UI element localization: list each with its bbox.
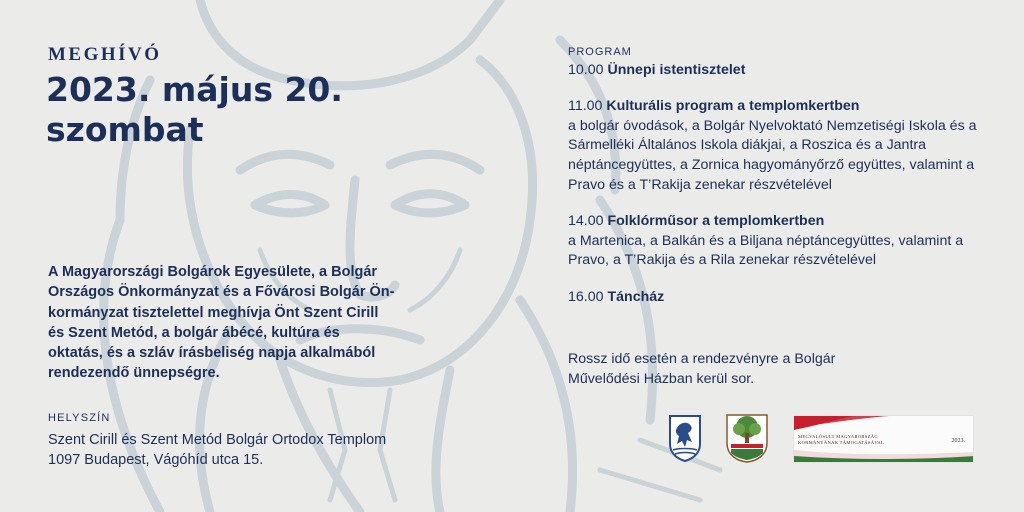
banner-text: MEGVALÓSULT MAGYARORSZÁG KORMÁNYÁNAK TÁMOGATÁSÁVAL (798, 434, 885, 445)
program-item (568, 97, 988, 196)
program-item (568, 61, 988, 81)
program-description: a Martenica, a Balkán és a Biljana néptáncegyüttes, valamint a Pravo, a T’Rakija és a Rila zenekar részvételével (568, 232, 964, 269)
program-time: 16.00 (568, 289, 604, 305)
program-time: 14.00 (568, 213, 604, 229)
venue-address: 1097 Budapest, Vágóhíd utca 15. (48, 452, 264, 468)
program-item (568, 288, 988, 308)
banner-year: 2023. (951, 438, 965, 444)
event-date: 2023. május 20. szombat (46, 70, 343, 149)
program-item (568, 212, 988, 271)
venue-label: HELYSZÍN (48, 412, 111, 424)
program-description: a bolgár óvodások, a Bolgár Nyelvoktató Nemzetiségi Iskola és a Sármelléki Általános Iskola diákjai, a Roszica és a Jantra néptáncegyüttes, a Zornica hagyományőrző együttes, valamint a Pravo és a T’Rakija zenekar részvételével (568, 117, 977, 193)
program-time: 10.00 (568, 62, 604, 78)
program-title: Folklórműsor a templomkertben (607, 213, 825, 229)
venue-name: Szent Cirill és Szent Metód Bolgár Ortodox Templom (48, 432, 387, 448)
invitation-text: A Magyarországi Bolgárok Egyesülete, a Bolgár Országos Önkormányzat és a Fővárosi Bolgár Ön-kormányzat tisztelettel meghívja Önt Szent Cirill és Szent Metód, a bolgár ábécé, kultúra és oktatás, és a szláv írásbeliség napja alkalmából rendezendő ünnepségre. (48, 264, 395, 382)
program-time: 11.00 (568, 98, 603, 114)
invitation-kicker: MEGHÍVÓ (48, 44, 162, 65)
program-title: Ünnepi istentisztelet (607, 62, 746, 78)
program-label: PROGRAM (568, 46, 632, 58)
tree-crest-icon (725, 413, 769, 463)
government-support-banner (793, 415, 974, 463)
program-title: Táncház (607, 289, 665, 305)
program-title: Kulturális program a templomkertben (606, 98, 860, 114)
lion-crest-icon (668, 414, 702, 462)
weather-note: Rossz idő esetén a rendezvényre a Bolgár Művelődési Házban kerül sor. (568, 351, 836, 387)
